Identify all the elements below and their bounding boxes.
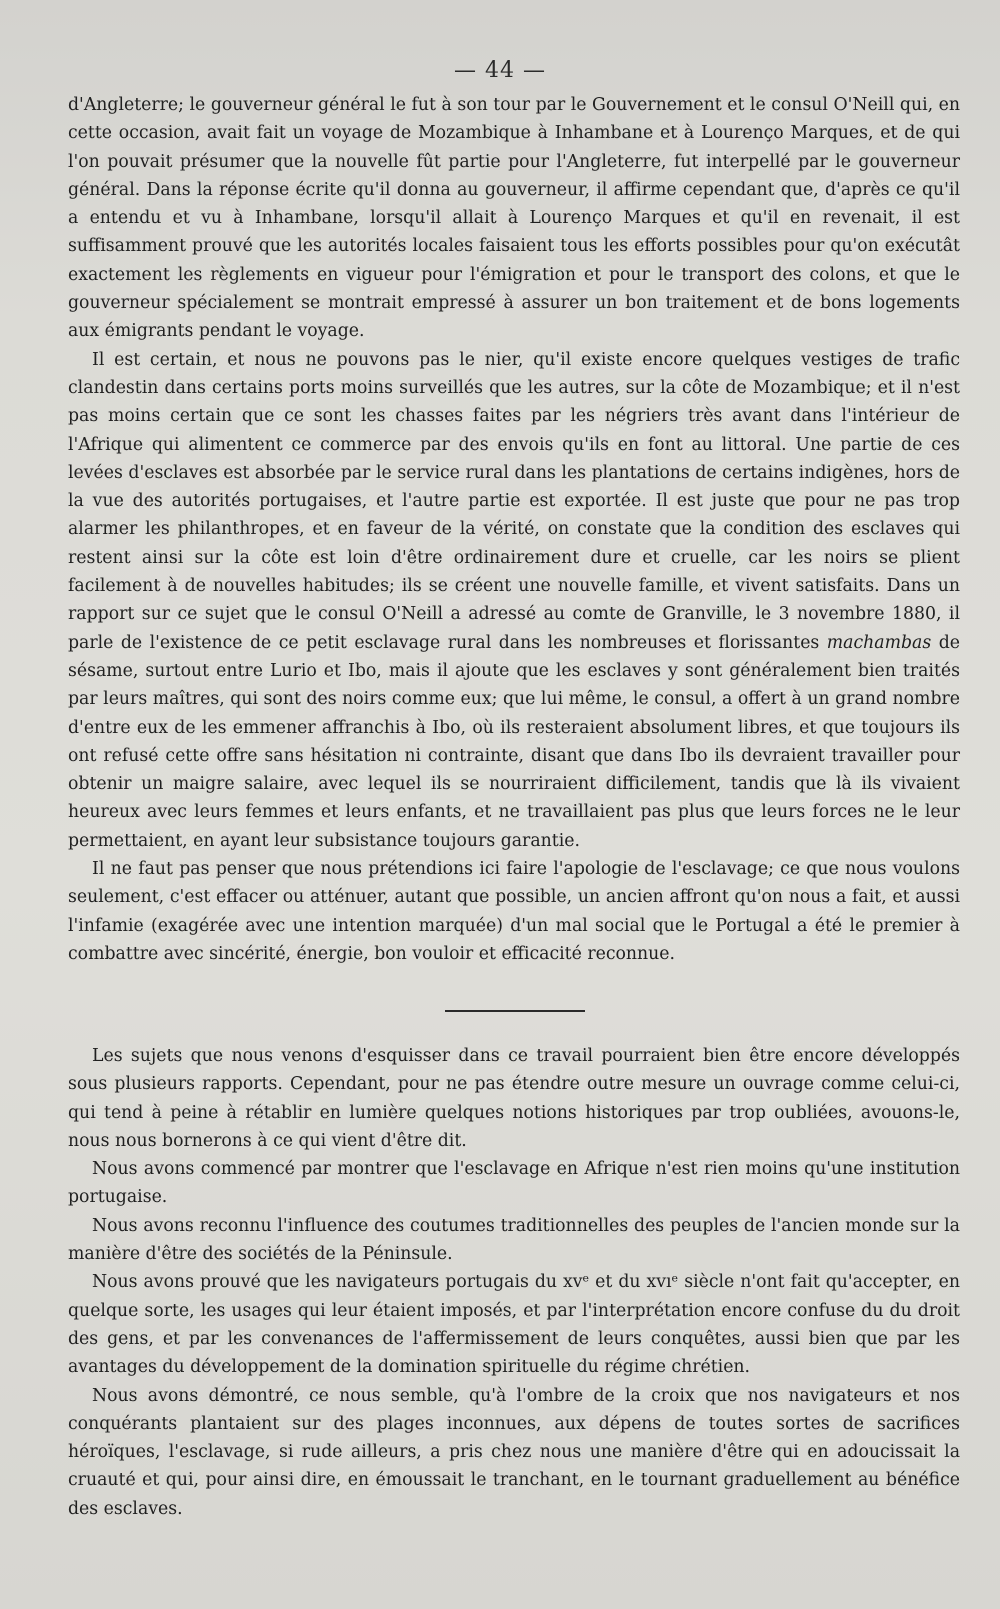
- paragraph-apologie: Il ne faut pas penser que nous prétendions ici faire l'apologie de l'esclavage; ce que nous voulons seulement, c'est effacer ou atténuer, autant que possible, un ancien affront qu'on nous a fait, et aussi l'infamie (exagérée avec une intention marquée) d'un mal social que le Portugal a été le premier à combattre avec sincérité, énergie, bon vouloir et efficacité reconnue.: [68, 859, 960, 964]
- paragraph-text-continued: de sésame, surtout entre Lurio et Ibo, mais il ajoute que les esclaves y sont généralement bien traités par leurs maîtres, qui sont des noirs comme eux; que lui même, le consul, a offert à un grand nombre d'entre eux de les emmener affranchis à Ibo, où ils resteraient absolument libres, et que toujours ils ont refusé cette offre sans hésitation ni contrainte, disant que dans Ibo ils devraient travailler pour obtenir un maigre salaire, avec lequel ils se nourriraient difficilement, tandis que là ils vivaient heureux avec leurs femmes et leurs enfants, et ne travaillaient pas plus que leurs forces ne le leur permettaient, en ayant leur subsistance toujours garantie.: [68, 632, 960, 851]
- paragraph-continuation: d'Angleterre; le gouverneur général le fut à son tour par le Gouvernement et le consul O'Neill qui, en cette occasion, avait fait un voyage de Mozambique à Inhambane et à Lourenço Marques, et de qui l'on pouvait présumer que la nouvelle fût partie pour l'Angleterre, fut interpellé par le gouverneur général. Dans la réponse écrite qu'il donna au gouverneur, il affirme cependant que, d'après ce qu'il a entendu et vu à Inhambane, lorsqu'il allait à Lourenço Marques et qu'il en revenait, il est suffisamment prouvé que les autorités locales faisaient tous les efforts possibles pour qu'on exécutât exactement les règlements en vigueur pour l'émigration et pour le transport des colons, et que le gouverneur spécialement se montrait empressé à assurer un bon traitement et de bons logements aux émigrants pendant le voyage.: [68, 95, 960, 342]
- main-text-section: [68, 91, 960, 968]
- page-number: — 44 —: [454, 58, 546, 83]
- paragraph-conclusion-4: Nous avons démontré, ce nous semble, qu'à l'ombre de la croix que nos navigateurs et nos conquérants plantaient sur des plages inconnues, aux dépens de toutes sortes de sacrifices héroïques, l'esclavage, si rude ailleurs, a pris chez nous une manière d'être qui en adoucissait la cruauté et qui, pour ainsi dire, en émoussait le tranchant, en le tournant graduellement au bénéfice des esclaves.: [68, 1385, 960, 1519]
- paragraph-text: Il est certain, et nous ne pouvons pas le nier, qu'il existe encore quelques vestiges de trafic clandestin dans certains ports moins surveillés que les autres, sur la côte de Mozambique; et il n'est pas moins certain que ce sont les chasses faites par les négriers très avant dans l'intérieur de l'Afrique qui alimentent ce commerce par des envois qu'ils en font au littoral. Une partie de ces levées d'esclaves est absorbée par le service rural dans les plantations de certains indigènes, hors de la vue des autorités portugaises, et l'autre partie est exportée. Il est juste que pour ne pas trop alarmer les philanthropes, et en faveur de la vérité, on constate que la condition des esclaves qui restent ainsi sur la côte est loin d'être ordinairement dure et cruelle, car les noirs se plient facilement à de nouvelles habitudes; ils se créent une nouvelle famille, et vivent satisfaits. Dans un rapport sur ce sujet que le consul O'Neill a adressé au comte de Granville, le 3 novembre 1880, il parle de l'existence de ce petit esclavage rural dans les nombreuses et florissantes: [68, 349, 960, 653]
- paragraph-conclusion-2: Nous avons reconnu l'influence des coutumes traditionnelles des peuples de l'ancien monde sur la manière d'être des sociétés de la Péninsule.: [68, 1215, 960, 1265]
- section-divider: [445, 1010, 585, 1012]
- paragraph-trafic-clandestin: [68, 346, 960, 855]
- paragraph-conclusion-1: Nous avons commencé par montrer que l'esclavage en Afrique n'est rien moins qu'une institution portugaise.: [68, 1159, 960, 1208]
- paragraph-conclusion-3: Nous avons prouvé que les navigateurs portugais du xvᵉ et du xvıᵉ siècle n'ont fait qu'accepter, en quelque sorte, les usages qui leur étaient imposés, et par l'interprétation encore confuse du du droit des gens, et par les convenances de l'affermissement de leurs conquêtes, aussi bien que par les avantages du développement de la domination spirituelle du régime chrétien.: [68, 1272, 960, 1378]
- conclusion-section: [68, 1042, 960, 1523]
- paragraph-conclusion-intro: Les sujets que nous venons d'esquisser dans ce travail pourraient bien être encore développés sous plusieurs rapports. Cependant, pour ne pas étendre outre mesure un ouvrage comme celui-ci, qui tend à peine à rétablir en lumière quelques notions historiques par trop oubliées, avouons-le, nous nous bornerons à ce qui vient d'être dit.: [68, 1046, 960, 1151]
- italic-term: machambas: [826, 632, 932, 653]
